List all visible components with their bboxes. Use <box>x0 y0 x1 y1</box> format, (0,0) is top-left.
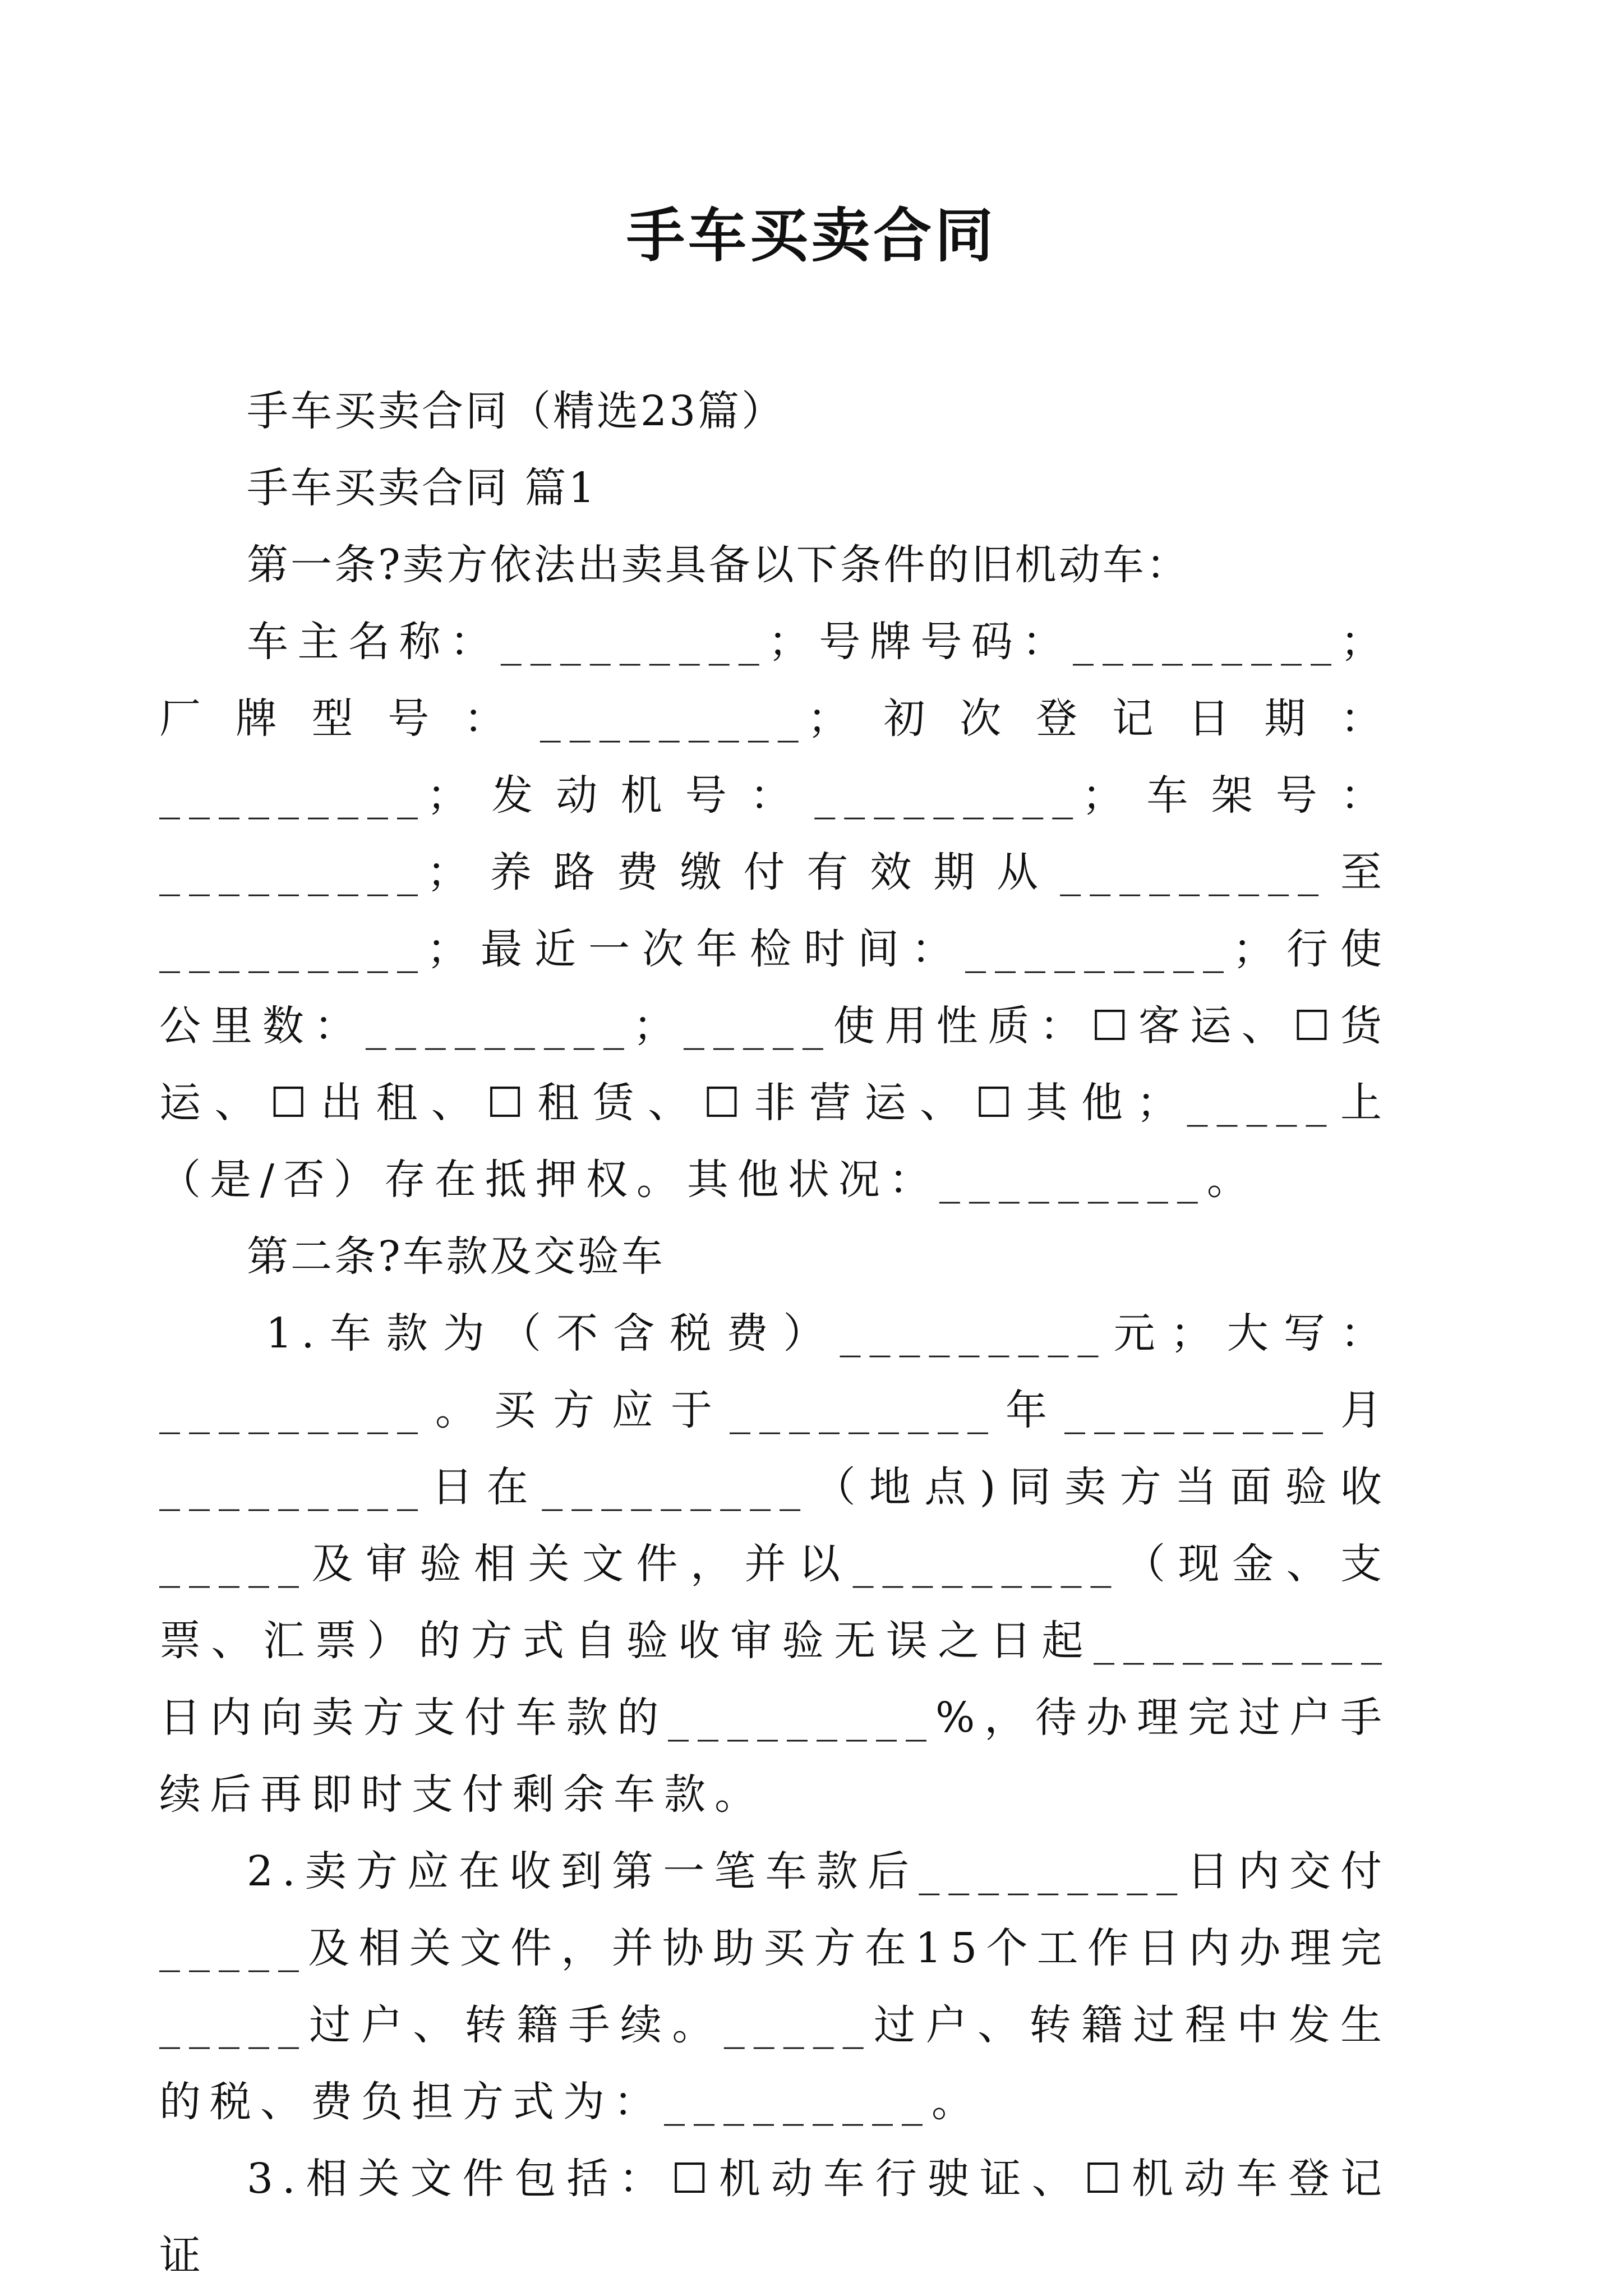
paragraph-vehicle-details: 车主名称：_________；号牌号码：_________；厂牌型号：_________；初次登记日期：_________；发动机号：_________；车架号：_________；养路费缴付有效期从_________至_________；最近一次年检时间：_________；行使公里数：_________；_____使用性质：☐客运、☐货运、☐出租、☐租赁、☐非营运、☐其他；_____上（是/否）存在抵押权。其他状况：_________。 <box>159 618 1391 1204</box>
paragraph-article-2-heading: 第二条?车款及交验车 <box>247 1232 665 1281</box>
paragraph-article-1-heading: 第一条?卖方依法出卖具备以下条件的旧机动车： <box>247 541 1190 589</box>
paragraph-section-heading: 手车买卖合同 篇1 <box>247 464 597 512</box>
paragraph-clause-2: 2.卖方应在收到第一笔车款后_________日内交付_____及相关文件，并协助买方在15个工作日内办理完_____过户、转籍手续。_____过户、转籍过程中发生的税、费负担方式为：_________。 <box>159 1847 1391 2126</box>
paragraph-clause-3: 3.相关文件包括：☐机动车行驶证、☐机动车登记证 <box>159 2155 1391 2280</box>
document-title: 手车买卖合同 <box>626 201 997 270</box>
paragraph-subtitle: 手车买卖合同（精选23篇） <box>247 387 786 435</box>
document-body <box>159 373 1391 2294</box>
paragraph-clause-1: 1.车款为（不含税费）_________元；大写：_________。买方应于_________年_________月_________日在_________（地点)同卖方当面验收_____及审验相关文件，并以_________（现金、支票、汇票）的方式自验收审验无误之日起__________日内向卖方支付车款的_________%，待办理完过户手续后再即时支付剩余车款。 <box>159 1309 1391 1819</box>
